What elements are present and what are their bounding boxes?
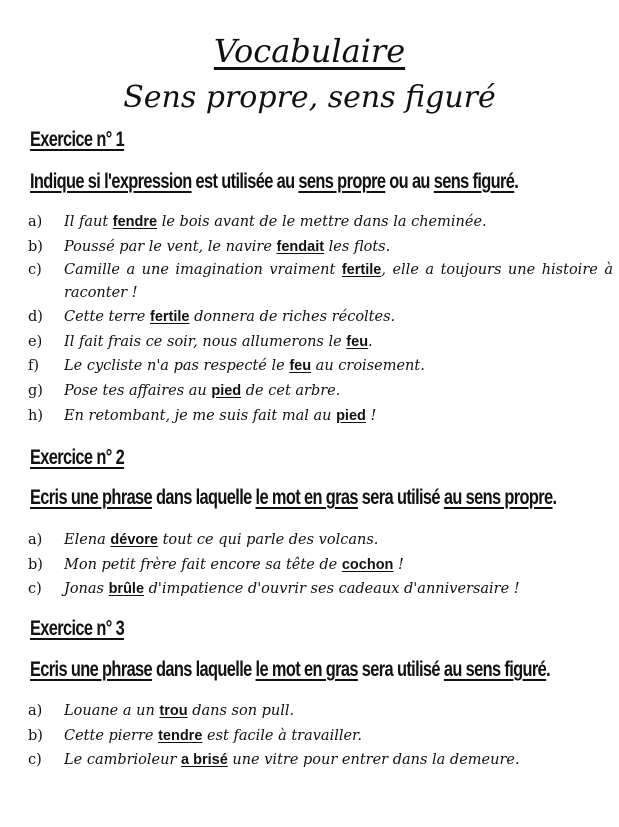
instruction-segment: Ecris une phrase [30,486,153,509]
item-text-before: Il faut [64,214,113,230]
item-text-before: Louane a un [64,703,160,719]
item-text-after: le bois avant de le mettre dans la cheminée. [157,214,487,230]
item-letter: c) [28,581,42,598]
list-item [28,577,613,602]
instruction-segment: sera utilisé [357,486,444,509]
instruction-segment: . [514,170,519,193]
item-letter: d) [28,309,43,326]
exercise-3-instruction [30,658,550,682]
instruction-segment: sens figuré [433,170,515,193]
item-text-after: tout ce qui parle des volcans. [157,532,379,548]
item-text-before: Mon petit frère fait encore sa tête de [64,556,342,573]
item-letter: f) [28,358,40,375]
item-text-before: Cette pierre [64,727,159,744]
list-item [28,379,613,404]
list-item [28,259,613,305]
item-text-before: Poussé par le vent, le navire [64,238,277,255]
instruction-segment: . [552,486,557,509]
exercise-3-list [28,699,613,773]
item-text-after: au croisement. [311,358,425,375]
item-text-before: Jonas [64,581,109,598]
item-keyword: cochon [341,556,394,573]
item-keyword: fertile [341,262,382,279]
instruction-segment: ou au [385,170,434,193]
exercise-1-instruction [30,170,518,194]
list-item [28,528,613,553]
list-item [28,305,613,330]
item-text-after: d'impatience d'ouvrir ses cadeaux d'anniversaire ! [144,581,520,598]
item-keyword: pied [211,382,242,399]
document-subtitle: Sens propre, sens figuré [123,80,496,115]
item-letter: e) [28,333,43,350]
item-letter: g) [28,382,43,399]
instruction-segment: le mot en gras [255,658,358,681]
instruction-segment: est utilisée au [191,170,299,193]
item-text-before: Le cambrioleur [64,752,182,769]
instruction-segment: dans laquelle [152,486,256,509]
item-text-before: Pose tes affaires au [64,382,212,399]
item-keyword: fertile [149,309,190,326]
item-letter: b) [28,556,43,573]
item-text-before: Elena [64,532,111,548]
instruction-segment: le mot en gras [255,486,358,509]
item-text-before: Il fait frais ce soir, nous allumerons le [64,333,347,350]
item-text-after: de cet arbre. [241,382,341,399]
item-keyword: a brisé [181,752,228,769]
item-text-after: est facile à travailler. [202,727,363,744]
list-item [28,330,613,355]
instruction-segment: . [546,658,551,681]
item-text-before: Camille a une imagination vraiment [64,262,342,279]
instruction-segment: dans laquelle [152,658,256,681]
exercise-2-instruction [30,486,556,510]
item-text-before: Le cycliste n'a pas respecté le [64,358,290,375]
list-item [28,235,613,260]
item-text-before: Cette terre [64,309,150,326]
item-text-after: une vitre pour entrer dans la demeure. [227,752,520,769]
instruction-segment: sens propre [298,170,386,193]
list-item [28,724,613,749]
item-letter: c) [28,262,42,279]
item-keyword: tendre [158,727,203,744]
item-text-after: ! [393,556,404,573]
instruction-segment: au sens propre [443,486,553,509]
exercise-1-list [28,210,613,428]
list-item [28,210,613,235]
list-item [28,699,613,724]
item-text-before: En retombant, je me suis fait mal au [64,407,337,424]
item-keyword: trou [159,703,188,719]
exercise-2-list [28,528,613,602]
item-keyword: feu [346,333,369,350]
instruction-segment: au sens figuré [443,658,547,681]
exercise-1-heading: Exercice n° 1 [30,128,125,151]
instruction-segment: sera utilisé [357,658,444,681]
item-text-after: les flots. [324,238,391,255]
exercise-3-heading: Exercice n° 3 [30,617,125,640]
list-item [28,748,613,773]
list-item [28,553,613,578]
instruction-segment: Indique si l'expression [30,170,192,193]
list-item [28,404,613,429]
item-letter: a) [28,214,43,230]
item-letter: a) [28,532,43,548]
item-letter: a) [28,703,43,719]
item-letter: b) [28,238,43,255]
item-text-after: . [368,333,373,350]
item-keyword: brûle [108,581,145,598]
item-letter: h) [28,407,43,424]
item-keyword: feu [289,358,312,375]
item-letter: b) [28,727,43,744]
item-keyword: fendait [276,238,325,255]
item-text-after: , elle a toujours une histoire à raconter ! [64,262,613,302]
list-item [28,354,613,379]
item-keyword: pied [336,407,366,424]
instruction-segment: Ecris une phrase [30,658,153,681]
exercise-2-heading: Exercice n° 2 [30,446,125,469]
item-keyword: fendre [112,214,158,230]
item-keyword: dévore [110,532,158,548]
document-title: Vocabulaire [213,32,406,70]
item-letter: c) [28,752,42,769]
item-text-after: dans son pull. [187,703,295,719]
item-text-after: donnera de riches récoltes. [189,309,396,326]
item-text-after: ! [365,407,377,424]
